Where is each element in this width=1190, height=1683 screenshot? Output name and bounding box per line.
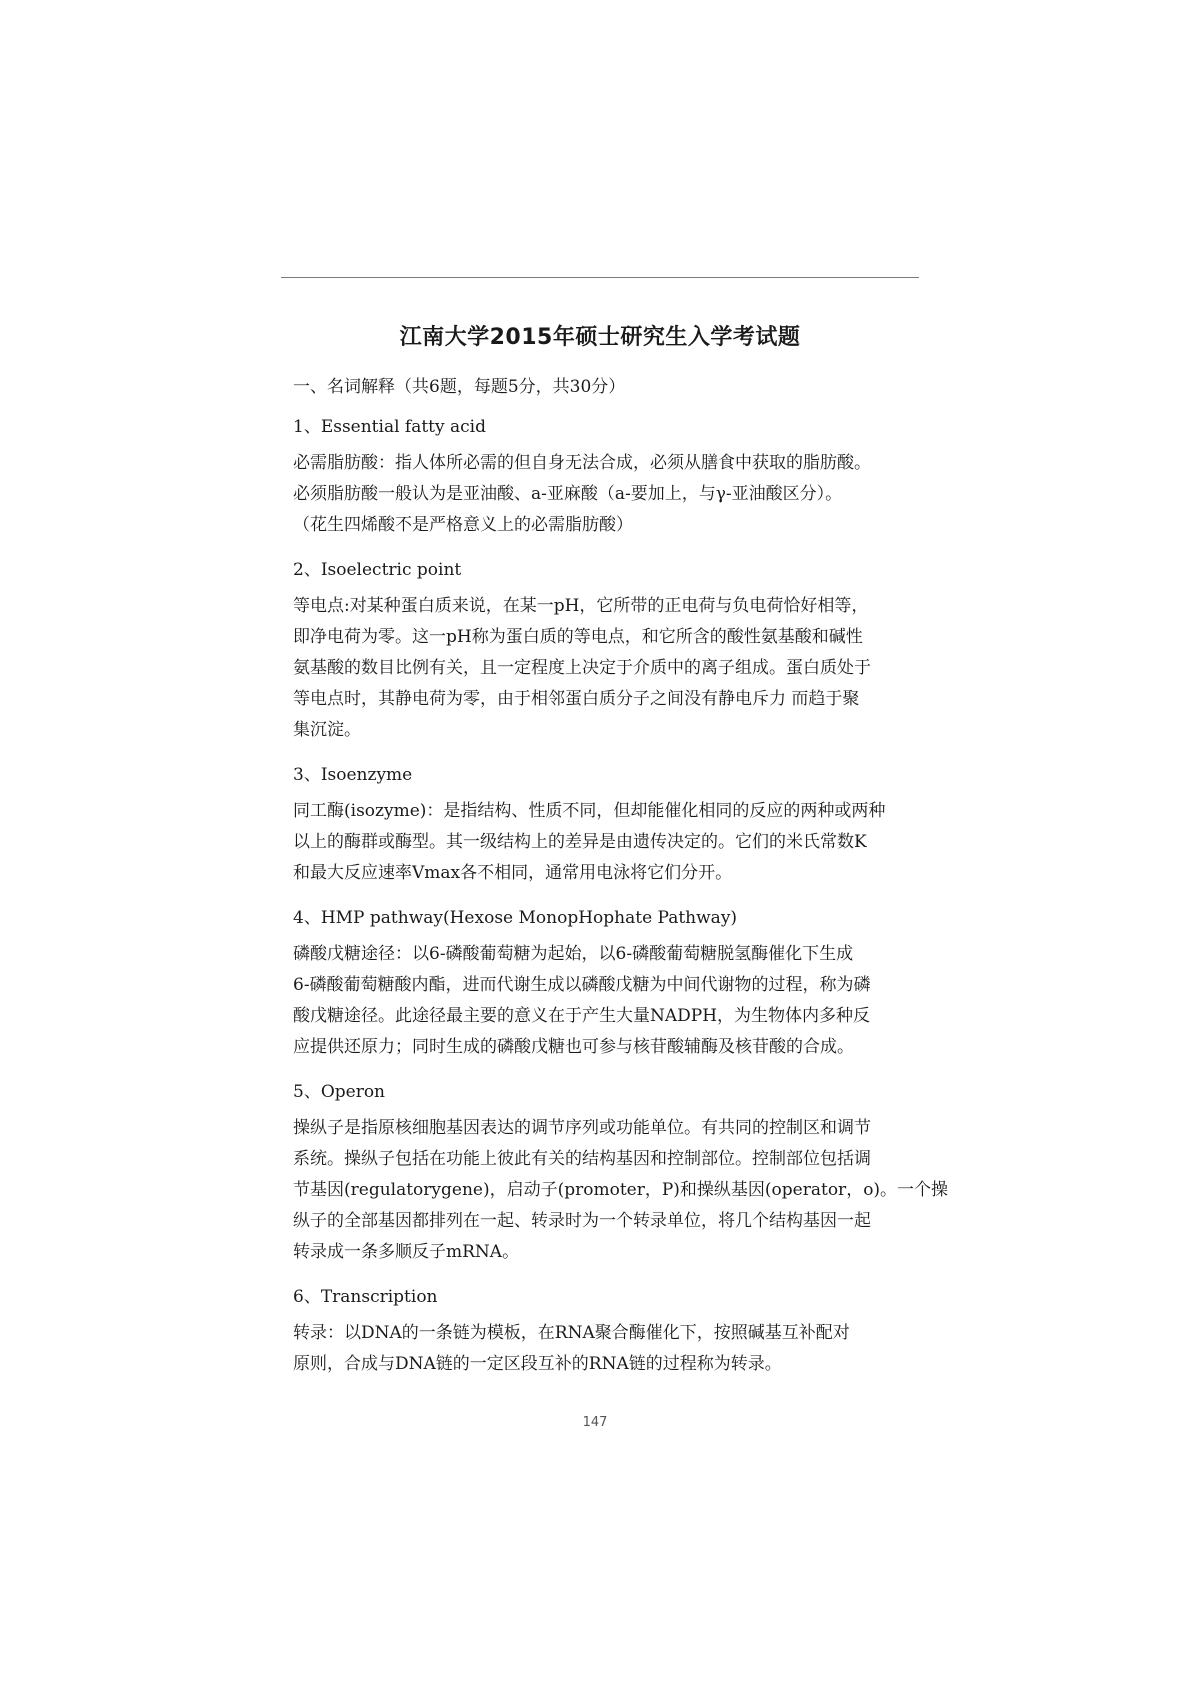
definition-line: 必需脂肪酸：指人体所必需的但自身无法合成，必须从膳食中获取的脂肪酸。 xyxy=(293,453,871,473)
definition-line: 酸戊糖途径。此途径最主要的意义在于产生大量NADPH，为生物体内多种反 xyxy=(293,1006,871,1026)
definition-line: 6-磷酸葡萄糖酸内酯，进而代谢生成以磷酸戊糖为中间代谢物的过程，称为磷 xyxy=(293,975,871,995)
definition-line: 系统。操纵子包括在功能上彼此有关的结构基因和控制部位。控制部位包括调 xyxy=(293,1149,871,1169)
definition-line: 等电点时，其静电荷为零，由于相邻蛋白质分子之间没有静电斥力 而趋于聚 xyxy=(293,689,860,709)
term-heading: 1、Essential fatty acid xyxy=(293,417,487,437)
definition-line: 氨基酸的数目比例有关，且一定程度上决定于介质中的离子组成。蛋白质处于 xyxy=(293,658,871,678)
term-item-1 xyxy=(293,412,915,541)
definition-line: 磷酸戊糖途径：以6-磷酸葡萄糖为起始，以6-磷酸葡萄糖脱氢酶催化下生成 xyxy=(293,944,854,964)
definition-line: 即净电荷为零。这一pH称为蛋白质的等电点，和它所含的酸性氨基酸和碱性 xyxy=(293,627,863,647)
definition-line: 节基因(regulatorygene)，启动子(promoter，P)和操纵基因(operator，o)。一个操 xyxy=(293,1180,949,1200)
page-title: 江南大学2015年硕士研究生入学考试题 xyxy=(399,325,801,350)
term-item-2 xyxy=(293,555,915,746)
definition-line: 操纵子是指原核细胞基因表达的调节序列或功能单位。有共同的控制区和调节 xyxy=(293,1118,871,1138)
definition-line: 以上的酶群或酶型。其一级结构上的差异是由遗传决定的。它们的米氏常数K xyxy=(293,832,867,852)
document-content xyxy=(293,318,949,1394)
page-number: 147 xyxy=(582,1415,608,1430)
term-item-4 xyxy=(293,903,915,1063)
section-heading: 一、名词解释（共6题，每题5分，共30分） xyxy=(293,377,626,397)
term-definition xyxy=(293,1113,949,1268)
definition-line: 集沉淀。 xyxy=(293,720,361,740)
definition-line: 原则，合成与DNA链的一定区段互补的RNA链的过程称为转录。 xyxy=(293,1354,782,1374)
term-heading: 5、Operon xyxy=(293,1082,386,1102)
term-definition xyxy=(293,591,915,746)
term-definition xyxy=(293,1318,915,1380)
definition-line: 转录：以DNA的一条链为模板，在RNA聚合酶催化下，按照碱基互补配对 xyxy=(293,1323,850,1343)
term-definition xyxy=(293,939,915,1063)
term-heading: 6、Transcription xyxy=(293,1287,438,1307)
definition-line: 同工酶(isozyme)：是指结构、性质不同，但却能催化相同的反应的两种或两种 xyxy=(293,801,886,821)
term-heading: 3、Isoenzyme xyxy=(293,765,413,785)
definition-line: 应提供还原力；同时生成的磷酸戊糖也可参与核苷酸辅酶及核苷酸的合成。 xyxy=(293,1037,854,1057)
definition-line: 转录成一条多顺反子mRNA。 xyxy=(293,1242,520,1262)
term-heading: 2、Isoelectric point xyxy=(293,560,462,580)
definition-line: 和最大反应速率Vmax各不相同，通常用电泳将它们分开。 xyxy=(293,863,733,883)
term-definition xyxy=(293,796,915,889)
header-rule xyxy=(281,277,919,278)
definition-line: 必须脂肪酸一般认为是亚油酸、a-亚麻酸（a-要加上，与γ-亚油酸区分）。 xyxy=(293,484,843,504)
term-definition xyxy=(293,448,915,541)
term-item-5 xyxy=(293,1077,949,1268)
definition-line: 等电点:对某种蛋白质来说，在某一pH，它所带的正电荷与负电荷恰好相等， xyxy=(293,596,869,616)
term-heading: 4、HMP pathway(Hexose MonopHophate Pathway) xyxy=(293,908,738,928)
definition-line: （花生四烯酸不是严格意义上的必需脂肪酸） xyxy=(293,515,633,535)
term-item-3 xyxy=(293,760,915,889)
term-item-6 xyxy=(293,1282,915,1380)
definition-line: 纵子的全部基因都排列在一起、转录时为一个转录单位，将几个结构基因一起 xyxy=(293,1211,871,1231)
